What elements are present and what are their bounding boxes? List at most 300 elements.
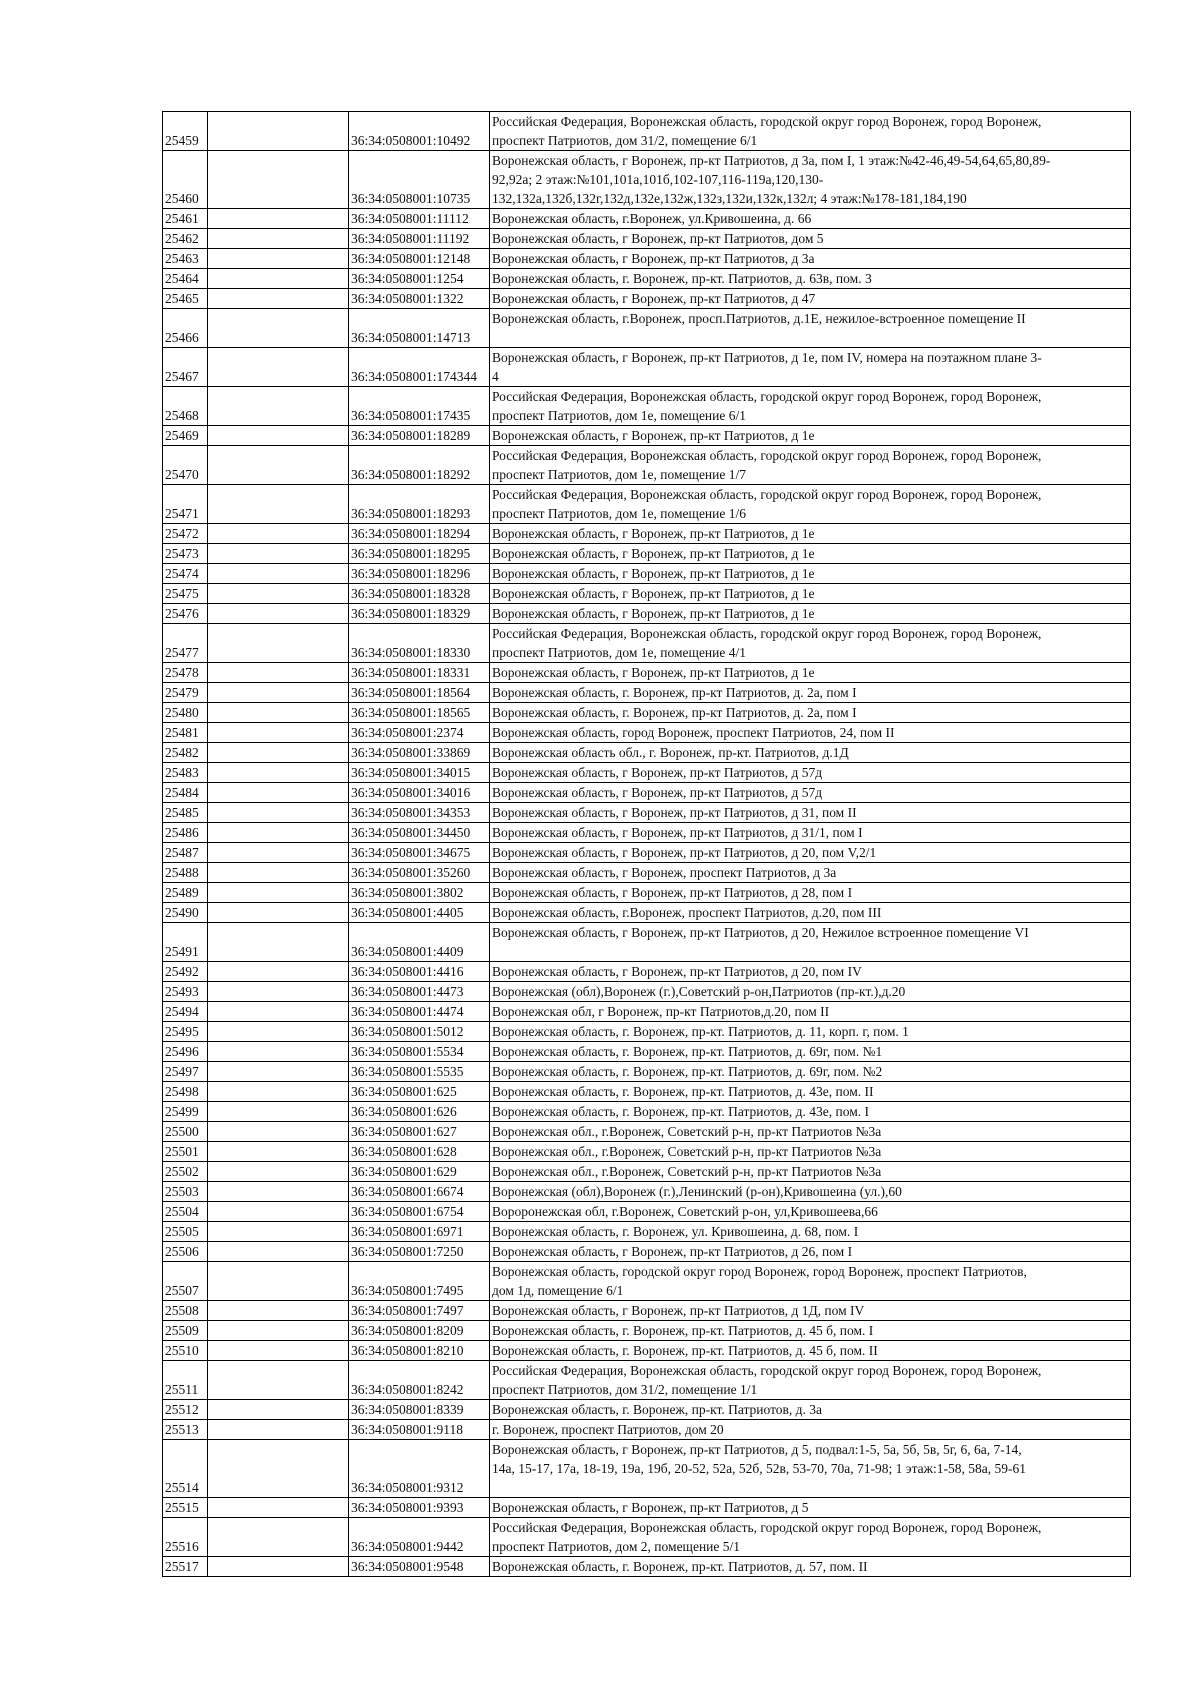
address-line: Российская Федерация, Воронежская область, городской округ город Воронеж, город Воронеж, — [492, 1520, 1042, 1535]
address-cell — [490, 843, 1131, 863]
address-line — [492, 942, 1128, 961]
address-line: Воронежская область, г.Воронеж, проспект Патриотов, д.20, пом III — [492, 905, 882, 920]
empty-cell — [208, 843, 349, 863]
empty-cell — [208, 923, 349, 962]
table-row — [163, 923, 1131, 962]
address-cell — [490, 1002, 1131, 1022]
address-line: Воронежская область, г Воронеж, пр-кт Патриотов, д 20, пом V,2/1 — [492, 845, 877, 860]
row-number-cell: 25468 — [163, 387, 208, 426]
table-row — [163, 1321, 1131, 1341]
table-row — [163, 1498, 1131, 1518]
address-line: проспект Патриотов, дом 31/2, помещение 6/1 — [492, 133, 758, 148]
address-line: Воронежская обл., г.Воронеж, Советский р-н, пр-кт Патриотов №3а — [492, 1124, 882, 1139]
address-cell — [490, 803, 1131, 823]
row-number-cell: 25505 — [163, 1222, 208, 1242]
address-cell — [490, 1242, 1131, 1262]
address-cell — [490, 229, 1131, 249]
row-number-cell: 25481 — [163, 723, 208, 743]
table-row — [163, 723, 1131, 743]
cadastral-number-cell: 36:34:0508001:8242 — [349, 1361, 490, 1400]
empty-cell — [208, 209, 349, 229]
address-cell — [490, 1202, 1131, 1222]
address-line: Воронежская область, г Воронеж, пр-кт Патриотов, д 1е, пом IV, номера на поэтажном плане 3- — [492, 350, 1042, 365]
empty-cell — [208, 1182, 349, 1202]
cadastral-number-cell: 36:34:0508001:10492 — [349, 112, 490, 151]
address-line: Воронежская область, г Воронеж, пр-кт Патриотов, д 1е — [492, 546, 815, 561]
empty-cell — [208, 1262, 349, 1301]
table-row — [163, 1420, 1131, 1440]
address-line: 132,132а,132б,132г,132д,132е,132ж,132з,132и,132к,132л; 4 этаж:№178-181,184,190 — [492, 191, 967, 206]
cadastral-number-cell: 36:34:0508001:6971 — [349, 1222, 490, 1242]
cadastral-number-cell: 36:34:0508001:34675 — [349, 843, 490, 863]
table-row — [163, 1182, 1131, 1202]
empty-cell — [208, 564, 349, 584]
empty-cell — [208, 348, 349, 387]
row-number-cell: 25489 — [163, 883, 208, 903]
empty-cell — [208, 1400, 349, 1420]
row-number-cell: 25483 — [163, 763, 208, 783]
table-row — [163, 524, 1131, 544]
address-line — [492, 1478, 1128, 1497]
empty-cell — [208, 1222, 349, 1242]
row-number-cell: 25479 — [163, 683, 208, 703]
empty-cell — [208, 387, 349, 426]
address-cell — [490, 1518, 1131, 1557]
address-line: Воронежская область, г.Воронеж, просп.Патриотов, д.1Е, нежилое-встроенное помещение II — [492, 311, 1026, 326]
cadastral-number-cell: 36:34:0508001:5534 — [349, 1042, 490, 1062]
address-cell — [490, 584, 1131, 604]
row-number-cell: 25494 — [163, 1002, 208, 1022]
table-row — [163, 289, 1131, 309]
cadastral-number-cell: 36:34:0508001:18564 — [349, 683, 490, 703]
table-row — [163, 743, 1131, 763]
row-number-cell: 25491 — [163, 923, 208, 962]
address-line: Воронежская область, г. Воронеж, пр-кт. Патриотов, д. 69г, пом. №1 — [492, 1044, 883, 1059]
registry-table-body — [163, 112, 1131, 1577]
table-row — [163, 1361, 1131, 1400]
address-cell — [490, 309, 1131, 348]
cadastral-number-cell: 36:34:0508001:6674 — [349, 1182, 490, 1202]
address-cell — [490, 446, 1131, 485]
table-row — [163, 1440, 1131, 1498]
table-row — [163, 763, 1131, 783]
table-row — [163, 1062, 1131, 1082]
address-cell — [490, 348, 1131, 387]
table-row — [163, 823, 1131, 843]
address-line: Воронежская область, г Воронеж, пр-кт Патриотов, д 28, пом I — [492, 885, 853, 900]
address-cell — [490, 1082, 1131, 1102]
row-number-cell: 25486 — [163, 823, 208, 843]
cadastral-number-cell: 36:34:0508001:628 — [349, 1142, 490, 1162]
empty-cell — [208, 1440, 349, 1498]
empty-cell — [208, 743, 349, 763]
cadastral-number-cell: 36:34:0508001:6754 — [349, 1202, 490, 1222]
table-row — [163, 883, 1131, 903]
address-line: Воронежская область, г. Воронеж, пр-кт. Патриотов, д. 3а — [492, 1402, 823, 1417]
address-cell — [490, 1262, 1131, 1301]
cadastral-number-cell: 36:34:0508001:625 — [349, 1082, 490, 1102]
empty-cell — [208, 1202, 349, 1222]
empty-cell — [208, 903, 349, 923]
address-line: проспект Патриотов, дом 1е, помещение 1/7 — [492, 467, 747, 482]
cadastral-number-cell: 36:34:0508001:1254 — [349, 269, 490, 289]
row-number-cell: 25492 — [163, 962, 208, 982]
empty-cell — [208, 624, 349, 663]
address-line: Воронежская область, г Воронеж, пр-кт Патриотов, д 31, пом II — [492, 805, 857, 820]
address-line: Воронежская область, г.Воронеж, ул.Кривошеина, д. 66 — [492, 211, 812, 226]
address-cell — [490, 1222, 1131, 1242]
address-line: Воронежская область, г Воронеж, пр-кт Патриотов, д 20, пом IV — [492, 964, 862, 979]
row-number-cell: 25461 — [163, 209, 208, 229]
address-line: Российская Федерация, Воронежская область, городской округ город Воронеж, город Воронеж, — [492, 448, 1042, 463]
table-row — [163, 1301, 1131, 1321]
table-row — [163, 783, 1131, 803]
cadastral-number-cell: 36:34:0508001:4409 — [349, 923, 490, 962]
address-line: Воронежская обл, г Воронеж, пр-кт Патриотов,д.20, пом II — [492, 1004, 830, 1019]
empty-cell — [208, 1082, 349, 1102]
row-number-cell: 25516 — [163, 1518, 208, 1557]
row-number-cell: 25495 — [163, 1022, 208, 1042]
table-row — [163, 1518, 1131, 1557]
address-cell — [490, 485, 1131, 524]
empty-cell — [208, 1420, 349, 1440]
row-number-cell: 25514 — [163, 1440, 208, 1498]
address-line: Воронежская область, г. Воронеж, пр-кт. Патриотов, д. 45 б, пом. II — [492, 1343, 878, 1358]
cadastral-number-cell: 36:34:0508001:14713 — [349, 309, 490, 348]
table-row — [163, 229, 1131, 249]
address-line: Воронежская область, г. Воронеж, пр-кт. Патриотов, д. 11, корп. г, пом. 1 — [492, 1024, 909, 1039]
table-row — [163, 1022, 1131, 1042]
address-cell — [490, 209, 1131, 229]
row-number-cell: 25469 — [163, 426, 208, 446]
table-row — [163, 1242, 1131, 1262]
cadastral-number-cell: 36:34:0508001:35260 — [349, 863, 490, 883]
address-cell — [490, 663, 1131, 683]
row-number-cell: 25500 — [163, 1122, 208, 1142]
address-line — [492, 328, 1128, 347]
address-line: Российская Федерация, Воронежская область, городской округ город Воронеж, город Воронеж, — [492, 487, 1042, 502]
cadastral-number-cell: 36:34:0508001:4405 — [349, 903, 490, 923]
row-number-cell: 25502 — [163, 1162, 208, 1182]
address-cell — [490, 1301, 1131, 1321]
cadastral-number-cell: 36:34:0508001:626 — [349, 1102, 490, 1122]
table-row — [163, 485, 1131, 524]
address-line: Воронежская область, г Воронеж, пр-кт Патриотов, д 1е — [492, 665, 815, 680]
address-line: Воронежская область, г Воронеж, пр-кт Патриотов, д 3а — [492, 251, 815, 266]
empty-cell — [208, 544, 349, 564]
cadastral-number-cell: 36:34:0508001:9548 — [349, 1557, 490, 1577]
table-row — [163, 663, 1131, 683]
row-number-cell: 25507 — [163, 1262, 208, 1301]
address-cell — [490, 151, 1131, 209]
table-row — [163, 584, 1131, 604]
empty-cell — [208, 1301, 349, 1321]
empty-cell — [208, 1002, 349, 1022]
row-number-cell: 25506 — [163, 1242, 208, 1262]
table-row — [163, 269, 1131, 289]
empty-cell — [208, 1341, 349, 1361]
empty-cell — [208, 883, 349, 903]
address-line: Воронежская область, г Воронеж, пр-кт Патриотов, д 57д — [492, 785, 823, 800]
empty-cell — [208, 289, 349, 309]
cadastral-number-cell: 36:34:0508001:9442 — [349, 1518, 490, 1557]
address-line: Воронежская область, г Воронеж, пр-кт Патриотов, д 5 — [492, 1500, 809, 1515]
row-number-cell: 25504 — [163, 1202, 208, 1222]
table-row — [163, 843, 1131, 863]
row-number-cell: 25478 — [163, 663, 208, 683]
address-line: Воронежская область, г Воронеж, пр-кт Патриотов, д 3а, пом I, 1 этаж:№42-46,49-54,64,65,80,89- — [492, 153, 1051, 168]
address-cell — [490, 883, 1131, 903]
empty-cell — [208, 1321, 349, 1341]
row-number-cell: 25496 — [163, 1042, 208, 1062]
row-number-cell: 25472 — [163, 524, 208, 544]
cadastral-number-cell: 36:34:0508001:5012 — [349, 1022, 490, 1042]
table-row — [163, 1222, 1131, 1242]
cadastral-number-cell: 36:34:0508001:9312 — [349, 1440, 490, 1498]
address-cell — [490, 387, 1131, 426]
cadastral-number-cell: 36:34:0508001:9393 — [349, 1498, 490, 1518]
row-number-cell: 25467 — [163, 348, 208, 387]
row-number-cell: 25482 — [163, 743, 208, 763]
address-line: Воронежская область, г Воронеж, пр-кт Патриотов, д 1е — [492, 606, 815, 621]
address-cell — [490, 763, 1131, 783]
address-cell — [490, 982, 1131, 1002]
address-line: Воронежская область, город Воронеж, проспект Патриотов, 24, пом II — [492, 725, 895, 740]
table-row — [163, 683, 1131, 703]
row-number-cell: 25480 — [163, 703, 208, 723]
address-line: Воронежская область, г. Воронеж, пр-кт. Патриотов, д. 45 б, пом. I — [492, 1323, 874, 1338]
address-line: проспект Патриотов, дом 2, помещение 5/1 — [492, 1539, 741, 1554]
cadastral-number-cell: 36:34:0508001:4416 — [349, 962, 490, 982]
address-cell — [490, 1142, 1131, 1162]
empty-cell — [208, 863, 349, 883]
empty-cell — [208, 1518, 349, 1557]
address-line: проспект Патриотов, дом 1е, помещение 1/6 — [492, 506, 747, 521]
row-number-cell: 25473 — [163, 544, 208, 564]
empty-cell — [208, 1022, 349, 1042]
empty-cell — [208, 604, 349, 624]
cadastral-number-cell: 36:34:0508001:18328 — [349, 584, 490, 604]
row-number-cell: 25459 — [163, 112, 208, 151]
row-number-cell: 25517 — [163, 1557, 208, 1577]
row-number-cell: 25509 — [163, 1321, 208, 1341]
cadastral-number-cell: 36:34:0508001:174344 — [349, 348, 490, 387]
address-cell — [490, 289, 1131, 309]
address-cell — [490, 683, 1131, 703]
empty-cell — [208, 663, 349, 683]
empty-cell — [208, 269, 349, 289]
address-line: Воронежская область, г. Воронеж, пр-кт. Патриотов, д. 63в, пом. 3 — [492, 271, 872, 286]
empty-cell — [208, 763, 349, 783]
address-cell — [490, 743, 1131, 763]
address-cell — [490, 783, 1131, 803]
table-row — [163, 1142, 1131, 1162]
address-line: Воронежская область, г Воронеж, пр-кт Патриотов, д 1Д, пом IV — [492, 1303, 865, 1318]
address-line: Воронежская область, г Воронеж, проспект Патриотов, д 3а — [492, 865, 837, 880]
address-cell — [490, 426, 1131, 446]
table-row — [163, 863, 1131, 883]
address-line: Воронежская область, г Воронеж, пр-кт Патриотов, д 1е — [492, 566, 815, 581]
table-row — [163, 348, 1131, 387]
cadastral-number-cell: 36:34:0508001:18330 — [349, 624, 490, 663]
address-line: Российская Федерация, Воронежская область, городской округ город Воронеж, город Воронеж, — [492, 626, 1042, 641]
table-row — [163, 387, 1131, 426]
table-row — [163, 1102, 1131, 1122]
cadastral-number-cell: 36:34:0508001:18292 — [349, 446, 490, 485]
cadastral-number-cell: 36:34:0508001:18295 — [349, 544, 490, 564]
table-row — [163, 544, 1131, 564]
address-line: Воронежская область, г. Воронеж, пр-кт. Патриотов, д. 43е, пом. II — [492, 1084, 874, 1099]
address-cell — [490, 1361, 1131, 1400]
address-line: Воронежская область, г. Воронеж, пр-кт. Патриотов, д. 43е, пом. I — [492, 1104, 870, 1119]
cadastral-number-cell: 36:34:0508001:4473 — [349, 982, 490, 1002]
table-row — [163, 962, 1131, 982]
address-cell — [490, 962, 1131, 982]
empty-cell — [208, 823, 349, 843]
cadastral-number-cell: 36:34:0508001:10735 — [349, 151, 490, 209]
address-cell — [490, 1182, 1131, 1202]
table-row — [163, 903, 1131, 923]
address-cell — [490, 1062, 1131, 1082]
cadastral-number-cell: 36:34:0508001:17435 — [349, 387, 490, 426]
row-number-cell: 25460 — [163, 151, 208, 209]
row-number-cell: 25510 — [163, 1341, 208, 1361]
row-number-cell: 25484 — [163, 783, 208, 803]
table-row — [163, 446, 1131, 485]
cadastral-number-cell: 36:34:0508001:34353 — [349, 803, 490, 823]
cadastral-number-cell: 36:34:0508001:5535 — [349, 1062, 490, 1082]
row-number-cell: 25471 — [163, 485, 208, 524]
address-line: Воронежская область, г. Воронеж, пр-кт. Патриотов, д. 69г, пом. №2 — [492, 1064, 883, 1079]
row-number-cell: 25477 — [163, 624, 208, 663]
address-cell — [490, 1341, 1131, 1361]
cadastral-number-cell: 36:34:0508001:7497 — [349, 1301, 490, 1321]
address-cell — [490, 1022, 1131, 1042]
address-line: проспект Патриотов, дом 31/2, помещение 1/1 — [492, 1382, 758, 1397]
empty-cell — [208, 151, 349, 209]
cadastral-number-cell: 36:34:0508001:7250 — [349, 1242, 490, 1262]
address-line: Российская Федерация, Воронежская область, городской округ город Воронеж, город Воронеж, — [492, 389, 1042, 404]
row-number-cell: 25488 — [163, 863, 208, 883]
empty-cell — [208, 485, 349, 524]
address-line: Воронежская обл., г.Воронеж, Советский р-н, пр-кт Патриотов №3а — [492, 1164, 882, 1179]
table-row — [163, 1082, 1131, 1102]
row-number-cell: 25511 — [163, 1361, 208, 1400]
row-number-cell: 25474 — [163, 564, 208, 584]
address-cell — [490, 1420, 1131, 1440]
table-row — [163, 564, 1131, 584]
cadastral-number-cell: 36:34:0508001:9118 — [349, 1420, 490, 1440]
address-cell — [490, 1440, 1131, 1498]
address-line: Воронежская область, г Воронеж, пр-кт Патриотов, д 31/1, пом I — [492, 825, 863, 840]
row-number-cell: 25499 — [163, 1102, 208, 1122]
table-row — [163, 1042, 1131, 1062]
cadastral-number-cell: 36:34:0508001:629 — [349, 1162, 490, 1182]
address-line: проспект Патриотов, дом 1е, помещение 4/1 — [492, 645, 747, 660]
row-number-cell: 25476 — [163, 604, 208, 624]
address-cell — [490, 544, 1131, 564]
address-line: Воронежская область, г Воронеж, пр-кт Патриотов, д 1е — [492, 428, 815, 443]
empty-cell — [208, 1042, 349, 1062]
empty-cell — [208, 1361, 349, 1400]
cadastral-number-cell: 36:34:0508001:18331 — [349, 663, 490, 683]
address-line: 4 — [492, 369, 499, 384]
empty-cell — [208, 112, 349, 151]
cadastral-number-cell: 36:34:0508001:11112 — [349, 209, 490, 229]
address-cell — [490, 1321, 1131, 1341]
cadastral-number-cell: 36:34:0508001:18294 — [349, 524, 490, 544]
address-line: Воронежская область, г. Воронеж, пр-кт. Патриотов, д. 57, пом. II — [492, 1559, 868, 1574]
row-number-cell: 25462 — [163, 229, 208, 249]
address-cell — [490, 1400, 1131, 1420]
cadastral-number-cell: 36:34:0508001:18293 — [349, 485, 490, 524]
cadastral-number-cell: 36:34:0508001:8209 — [349, 1321, 490, 1341]
cadastral-number-cell: 36:34:0508001:34016 — [349, 783, 490, 803]
address-cell — [490, 1122, 1131, 1142]
address-line: Российская Федерация, Воронежская область, городской округ город Воронеж, город Воронеж, — [492, 114, 1042, 129]
cadastral-number-cell: 36:34:0508001:2374 — [349, 723, 490, 743]
table-row — [163, 309, 1131, 348]
address-cell — [490, 604, 1131, 624]
address-line: Воронежская область, г Воронеж, пр-кт Патриотов, д 47 — [492, 291, 816, 306]
empty-cell — [208, 584, 349, 604]
row-number-cell: 25464 — [163, 269, 208, 289]
table-row — [163, 703, 1131, 723]
address-cell — [490, 112, 1131, 151]
address-line: Воронежская область, г Воронеж, пр-кт Патриотов, д 5, подвал:1-5, 5а, 5б, 5в, 5г, 6, 6а, 7-14, — [492, 1442, 1022, 1457]
cadastral-number-cell: 36:34:0508001:11192 — [349, 229, 490, 249]
address-line: Воронежская область, г. Воронеж, пр-кт Патриотов, д. 2а, пом I — [492, 685, 857, 700]
empty-cell — [208, 783, 349, 803]
empty-cell — [208, 1162, 349, 1182]
empty-cell — [208, 1498, 349, 1518]
row-number-cell: 25513 — [163, 1420, 208, 1440]
address-line: 92,92а; 2 этаж:№101,101а,101б,102-107,116-119а,120,130- — [492, 172, 824, 187]
cadastral-number-cell: 36:34:0508001:1322 — [349, 289, 490, 309]
empty-cell — [208, 1557, 349, 1577]
address-cell — [490, 524, 1131, 544]
empty-cell — [208, 1062, 349, 1082]
table-row — [163, 426, 1131, 446]
row-number-cell: 25466 — [163, 309, 208, 348]
row-number-cell: 25485 — [163, 803, 208, 823]
table-row — [163, 604, 1131, 624]
address-cell — [490, 903, 1131, 923]
table-row — [163, 1400, 1131, 1420]
cadastral-number-cell: 36:34:0508001:12148 — [349, 249, 490, 269]
cadastral-number-cell: 36:34:0508001:3802 — [349, 883, 490, 903]
empty-cell — [208, 962, 349, 982]
empty-cell — [208, 426, 349, 446]
table-row — [163, 1557, 1131, 1577]
cadastral-number-cell: 36:34:0508001:8339 — [349, 1400, 490, 1420]
empty-cell — [208, 723, 349, 743]
address-line: Воронежская (обл),Воронеж (г.),Ленинский (р-он),Кривошеина (ул.),60 — [492, 1184, 902, 1199]
empty-cell — [208, 1122, 349, 1142]
row-number-cell: 25508 — [163, 1301, 208, 1321]
empty-cell — [208, 1102, 349, 1122]
address-cell — [490, 723, 1131, 743]
cadastral-number-cell: 36:34:0508001:18565 — [349, 703, 490, 723]
address-line: Воронежская область, г Воронеж, пр-кт Патриотов, д 1е — [492, 586, 815, 601]
row-number-cell: 25503 — [163, 1182, 208, 1202]
address-cell — [490, 624, 1131, 663]
row-number-cell: 25515 — [163, 1498, 208, 1518]
cadastral-number-cell: 36:34:0508001:18329 — [349, 604, 490, 624]
registry-table — [162, 111, 1131, 1577]
empty-cell — [208, 229, 349, 249]
address-line: г. Воронеж, проспект Патриотов, дом 20 — [492, 1422, 724, 1437]
